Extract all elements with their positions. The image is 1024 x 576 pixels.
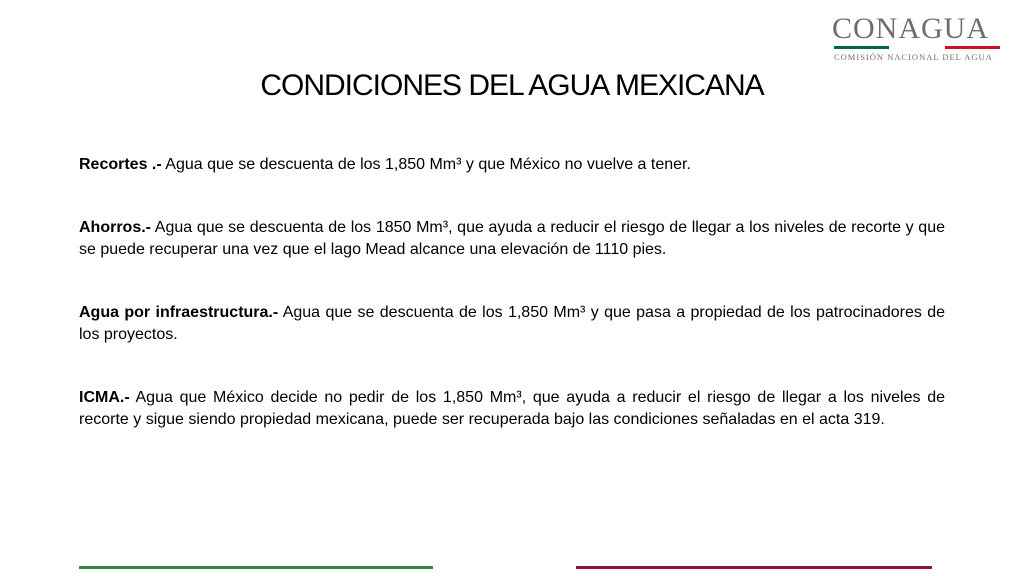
- logo-subtitle: COMISIÓN NACIONAL DEL AGUA: [834, 52, 993, 62]
- definition-text: Agua que se descuenta de los 1850 Mm³, que ayuda a reducir el riesgo de llegar a los niveles de recorte y que se puede recuperar una vez que el lago Mead alcance una elevación de 1110 pies.: [79, 219, 945, 258]
- definition-icma: [79, 387, 945, 431]
- definition-text: Agua que México decide no pedir de los 1,850 Mm³, que ayuda a reducir el riesgo de llegar a los niveles de recorte y sigue siendo propiedad mexicana, puede ser recuperada bajo las condiciones señaladas en el acta 319.: [79, 389, 945, 428]
- footer-line-green: [79, 566, 433, 569]
- definitions-list: [79, 154, 945, 472]
- definition-term: ICMA.-: [79, 389, 130, 406]
- definition-text: Agua que se descuenta de los 1,850 Mm³ y que México no vuelve a tener.: [161, 156, 691, 173]
- logo-wordmark: CONAGUA: [832, 12, 989, 45]
- definition-recortes: [79, 154, 945, 176]
- logo-bar-white: [889, 46, 944, 49]
- logo-tricolor-bar: [834, 46, 1000, 49]
- definition-term: Ahorros.-: [79, 219, 151, 236]
- definition-agua-por-infraestructura: [79, 302, 945, 346]
- logo-bar-red: [945, 46, 1000, 49]
- definition-term: Recortes .-: [79, 156, 162, 173]
- page-title: CONDICIONES DEL AGUA MEXICANA: [260, 69, 764, 102]
- definition-term: Agua por infraestructura.-: [79, 304, 279, 321]
- definition-ahorros: [79, 217, 945, 261]
- footer-line-red: [576, 566, 932, 569]
- definition-text: Agua que se descuenta de los 1,850 Mm³ y que pasa a propiedad de los patrocinadores de los proyectos.: [79, 304, 946, 343]
- conagua-logo: [832, 12, 1012, 62]
- logo-bar-green: [834, 46, 889, 49]
